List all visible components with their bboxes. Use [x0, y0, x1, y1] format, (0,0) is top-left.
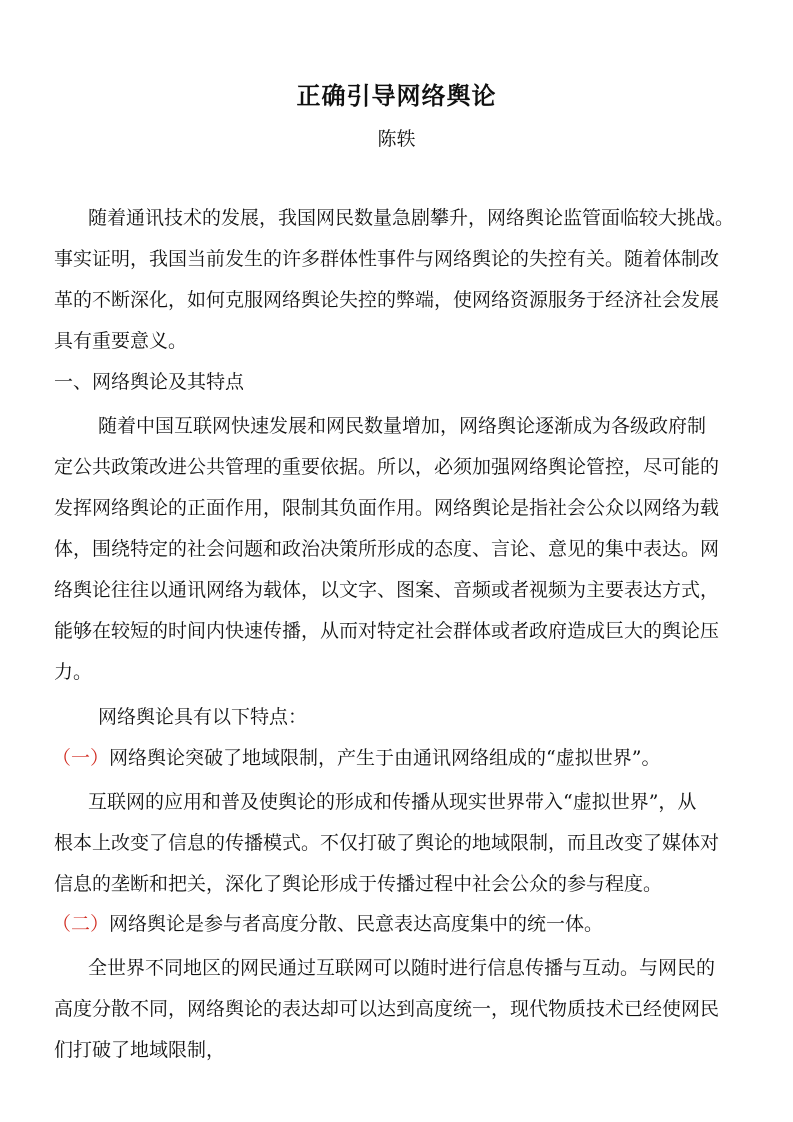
- paragraph-line: 随着通讯技术的发展，我国网民数量急剧攀升，网络舆论监管面临较大挑战。: [88, 207, 735, 229]
- subheading-text: 网络舆论突破了地域限制，产生于由通讯网络组成的“虚拟世界”。: [109, 747, 661, 769]
- paragraph-line: 能够在较短的时间内快速传播，从而对特定社会群体或者政府造成巨大的舆论压: [54, 620, 720, 642]
- section-heading: 一、网络舆论及其特点: [54, 371, 245, 393]
- paragraph-line: 定公共政策改进公共管理的重要依据。所以，必须加强网络舆论管控，尽可能的: [54, 456, 720, 478]
- paragraph-line: 全世界不同地区的网民通过互联网可以随时进行信息传播与互动。与网民的: [88, 957, 716, 979]
- paragraph-line: 随着中国互联网快速发展和网民数量增加，网络舆论逐渐成为各级政府制: [98, 415, 707, 437]
- paragraph-line: 络舆论往往以通讯网络为载体，以文字、图案、音频或者视频为主要表达方式，: [54, 579, 720, 601]
- paragraph-line: 互联网的应用和普及使舆论的形成和传播从现实世界带入“虚拟世界”，从: [88, 791, 697, 813]
- paragraph-line: 体，围绕特定的社会问题和政治决策所形成的态度、言论、意见的集中表达。网: [54, 538, 720, 560]
- subheading-two: [52, 912, 603, 936]
- subheading-text: 网络舆论是参与者高度分散、民意表达高度集中的统一体。: [109, 913, 604, 935]
- paragraph-line: 们打破了地域限制，: [54, 1039, 226, 1061]
- paragraph-line: 高度分散不同，网络舆论的表达却可以达到高度统一，现代物质技术已经使网民: [54, 998, 720, 1020]
- subheading-one: [52, 746, 660, 770]
- paragraph-line: 力。: [54, 661, 93, 683]
- paragraph-line: 发挥网络舆论的正面作用，限制其负面作用。网络舆论是指社会公众以网络为载: [54, 497, 720, 519]
- subheading-marker: （二）: [52, 913, 110, 935]
- paragraph-line: 信息的垄断和把关，深化了舆论形成于传播过程中社会公众的参与程度。: [54, 873, 663, 895]
- document-author: 陈轶: [377, 128, 416, 150]
- paragraph-line: 事实证明，我国当前发生的许多群体性事件与网络舆论的失控有关。随着体制改: [54, 248, 720, 270]
- document-title: 正确引导网络舆论: [296, 81, 497, 110]
- subheading-marker: （一）: [52, 747, 110, 769]
- paragraph-line: 根本上改变了信息的传播模式。不仅打破了舆论的地域限制，而且改变了媒体对: [54, 832, 720, 854]
- features-intro: 网络舆论具有以下特点：: [98, 706, 308, 728]
- paragraph-line: 具有重要意义。: [54, 330, 188, 352]
- paragraph-line: 革的不断深化，如何克服网络舆论失控的弊端，使网络资源服务于经济社会发展: [54, 289, 720, 311]
